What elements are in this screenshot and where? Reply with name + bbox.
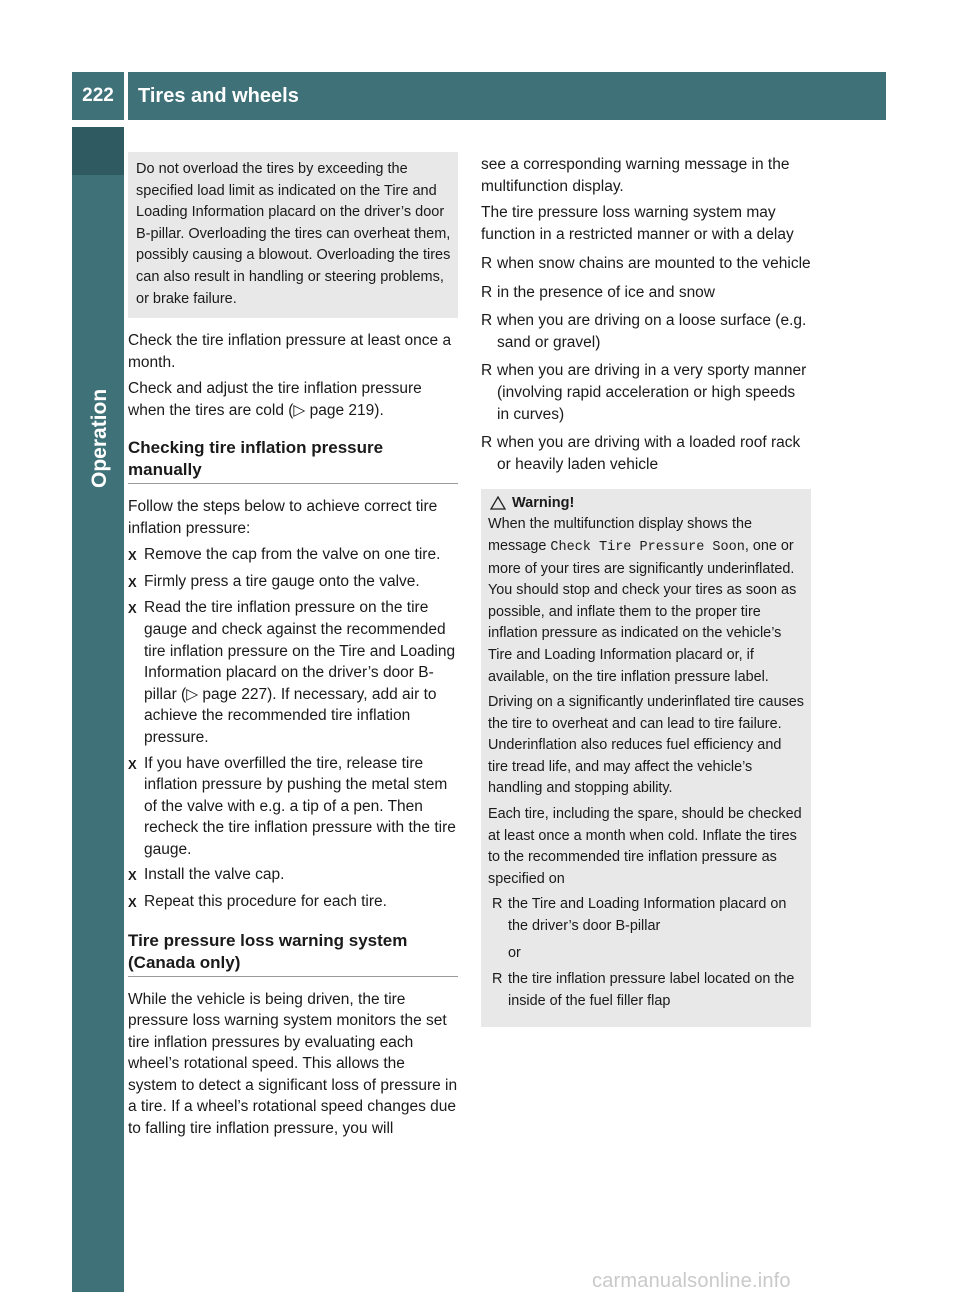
warning-text: When the multifunction display shows the message xyxy=(488,516,752,554)
paragraph: While the vehicle is being driven, the tire pressure loss warning system monitors the set tire inflation pressures by evaluating each wheel’s rotational speed. This allows the system to detect a significant loss of pressure in a tire. If a wheel’s rotational speed changes due to falling tire inflation pressure, you will xyxy=(128,990,458,1137)
bullet-text: the tire inflation pressure label located on the inside of the fuel filler flap xyxy=(508,971,795,1009)
paragraph: Check the tire inflation pressure at least once a month. xyxy=(128,332,452,371)
step-item xyxy=(128,864,458,887)
step-marker-icon: X xyxy=(128,601,137,617)
step-item xyxy=(128,753,458,861)
paragraph: Check and adjust the tire inflation pressure when the tires are cold (▷ page 219). xyxy=(128,380,422,419)
warning-paragraph: Each tire, including the spare, should be checked at least once a month when cold. Inflate the tires to the recommended tire inflation pressure as specified on xyxy=(488,806,802,887)
display-message-code: Check Tire Pressure Soon xyxy=(550,539,745,555)
warning-bullet xyxy=(488,969,804,1012)
step-marker-icon: X xyxy=(128,868,137,884)
step-item xyxy=(128,571,458,594)
bullet-text: when snow chains are mounted to the vehicle xyxy=(497,255,811,272)
bullet-item xyxy=(481,282,811,304)
warning-paragraph: Driving on a significantly underinflated tire causes the tire to overheat and can lead to tire failure. Underinflation also reduces fuel efficiency and tire tread life, and may affect the vehicle’s handling and stopping ability. xyxy=(488,694,804,797)
step-text: Install the valve cap. xyxy=(144,866,285,884)
warning-bullet xyxy=(488,894,804,937)
or-text: or xyxy=(508,944,521,961)
step-item xyxy=(128,597,458,748)
bullet-text: when you are driving on a loose surface (e.g. sand or gravel) xyxy=(497,312,807,351)
side-tab-bar xyxy=(72,127,124,1292)
bullet-marker-icon: R xyxy=(481,362,493,380)
step-marker-icon: X xyxy=(128,895,137,911)
step-text: If you have overfilled the tire, release tire inflation pressure by pushing the metal stem of the valve with e.g. a tip of a pen. Then recheck the tire inflation pressure with the tire gauge. xyxy=(144,754,456,858)
step-text: Repeat this procedure for each tire. xyxy=(144,893,387,911)
bullet-text: in the presence of ice and snow xyxy=(497,283,715,301)
bullet-text: when you are driving in a very sporty manner (involving rapid acceleration or high speeds in curves) xyxy=(497,362,807,423)
paragraph: The tire pressure loss warning system may function in a restricted manner or with a delay xyxy=(481,204,794,243)
step-text: Remove the cap from the valve on one tire. xyxy=(144,546,441,564)
side-tab-label: Operation xyxy=(88,388,111,488)
step-text: Read the tire inflation pressure on the tire gauge and check against the recommended tire inflation pressure on the Tire and Loading Information placard on the driver’s door B-pillar (▷ page 227). If necessary, add air to achieve the recommended tire inflation pressure. xyxy=(144,599,456,746)
bullet-text: the Tire and Loading Information placard on the driver’s door B-pillar xyxy=(508,896,787,935)
note-text: Do not overload the tires by exceeding the specified load limit as indicated on the Tire and Loading Information placard on the driver’s door B-pillar. Overloading the tires can overheat them, possibly causing a blowout. Overloading the tires can also result in handling or steering problems, or brake failure. xyxy=(136,161,451,307)
bullet-item xyxy=(481,360,811,425)
bullet-marker-icon: R xyxy=(481,312,493,330)
step-item xyxy=(128,544,458,567)
bullet-item xyxy=(481,253,811,275)
bullet-marker-icon: R xyxy=(481,255,493,272)
step-marker-icon: X xyxy=(128,548,137,564)
warning-box xyxy=(481,489,811,1027)
paragraph: Follow the steps below to achieve correct tire inflation pressure: xyxy=(128,498,438,537)
warning-paragraph xyxy=(488,514,804,688)
left-column xyxy=(128,152,458,1144)
page-number: 222 xyxy=(72,72,124,120)
right-column xyxy=(481,154,811,1027)
heading-manual-check: Checking tire inflation pressure manually xyxy=(128,437,458,484)
bullet-item xyxy=(481,432,811,475)
warning-text: , one or more of your tires are significantly underinflated. You should stop and check your tires as soon as possible, and inflate them to the proper tire inflation pressure as indicated on the vehicle’s Tire and Loading Information placard or, if available, on the tire inflation pressure label. xyxy=(488,537,797,685)
step-marker-icon: X xyxy=(128,756,137,772)
bullet-marker-icon: R xyxy=(481,283,493,301)
warning-triangle-icon xyxy=(490,496,506,510)
step-text: Firmly press a tire gauge onto the valve. xyxy=(144,572,420,590)
bullet-marker-icon: R xyxy=(492,971,503,988)
bullet-marker-icon: R xyxy=(481,434,493,452)
watermark: carmanualsonline.info xyxy=(592,1270,791,1292)
heading-canada: Tire pressure loss warning system (Canada only) xyxy=(128,930,458,977)
section-title: Tires and wheels xyxy=(128,72,886,120)
side-tab-square xyxy=(72,127,124,175)
note-box xyxy=(128,152,458,318)
warning-header xyxy=(488,495,804,511)
step-marker-icon: X xyxy=(128,574,137,590)
bullet-marker-icon: R xyxy=(492,896,503,913)
step-item xyxy=(128,891,458,914)
paragraph: see a corresponding warning message in the multifunction display. xyxy=(481,156,790,195)
warning-title: Warning! xyxy=(512,495,575,512)
bullet-text: when you are driving with a loaded roof rack or heavily laden vehicle xyxy=(497,434,801,473)
bullet-item xyxy=(481,310,811,353)
